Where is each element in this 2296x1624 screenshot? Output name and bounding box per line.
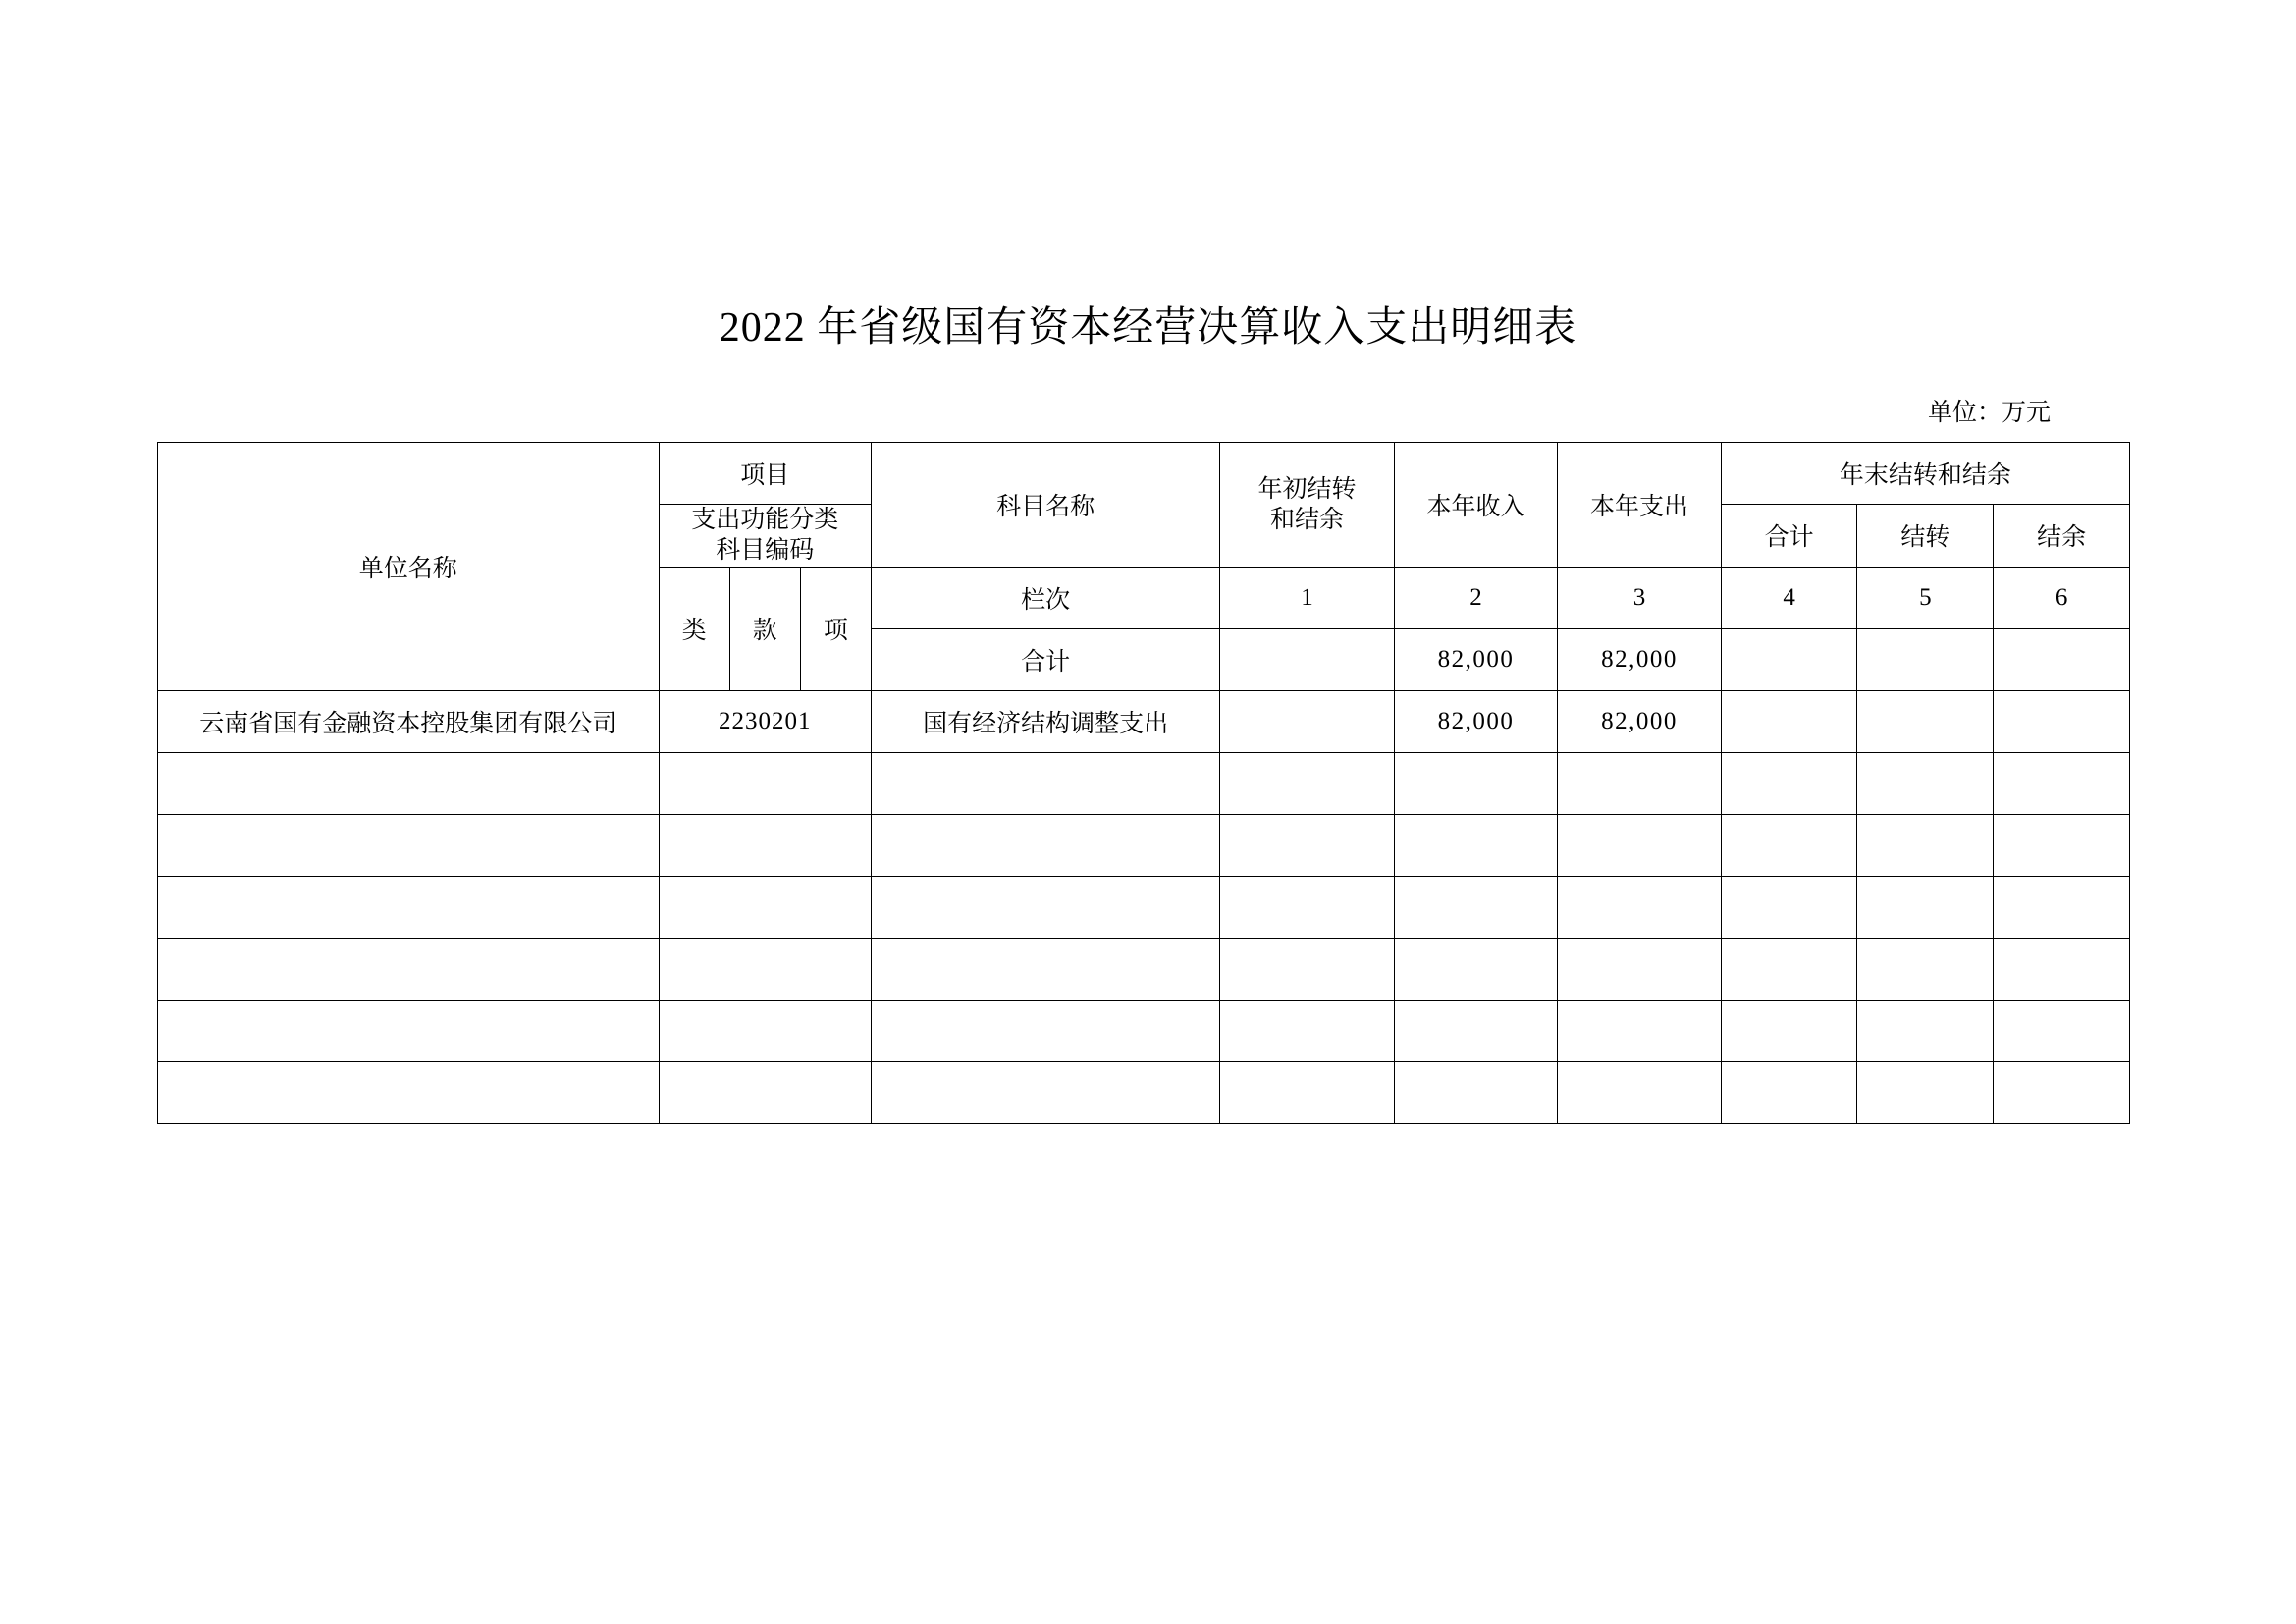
total-row-subject-name: 合计 (872, 628, 1220, 690)
column-number-2: 2 (1394, 567, 1557, 628)
table-header-row-1 (158, 443, 2130, 505)
total-row-year-income: 82,000 (1394, 628, 1557, 690)
header-end-balance: 结余 (1994, 505, 2130, 568)
header-end-total: 合计 (1721, 505, 1857, 568)
row-year-expense (1558, 938, 1721, 1000)
header-expenditure-function-code: 支出功能分类 科目编码 (659, 505, 871, 568)
row-end-balance (1994, 752, 2130, 814)
header-project: 项目 (659, 443, 871, 505)
row-end-carryover (1857, 1000, 1994, 1061)
row-subject-name (872, 814, 1220, 876)
row-end-balance (1994, 1061, 2130, 1123)
row-end-balance (1994, 876, 2130, 938)
row-code (659, 938, 871, 1000)
header-subject-name: 科目名称 (872, 443, 1220, 568)
row-year-expense (1558, 752, 1721, 814)
row-begin-carryover (1220, 1061, 1395, 1123)
row-unit-name (158, 1000, 660, 1061)
table-row (158, 876, 2130, 938)
header-section: 款 (729, 567, 800, 690)
column-number-6: 6 (1994, 567, 2130, 628)
header-unit-name: 单位名称 (158, 443, 660, 691)
header-class: 类 (659, 567, 729, 690)
row-end-total (1721, 752, 1857, 814)
row-subject-name (872, 1061, 1220, 1123)
row-unit-name (158, 752, 660, 814)
row-year-income (1394, 876, 1557, 938)
row-code (659, 876, 871, 938)
table-row (158, 938, 2130, 1000)
unit-note: 单位：万元 (1927, 400, 2051, 426)
row-code (659, 752, 871, 814)
row-end-total (1721, 876, 1857, 938)
row-begin-carryover (1220, 938, 1395, 1000)
header-end-carryover: 结转 (1857, 505, 1994, 568)
header-item: 项 (800, 567, 871, 690)
table-row (158, 814, 2130, 876)
budget-table (157, 442, 2130, 1124)
row-end-total (1721, 1000, 1857, 1061)
row-year-expense (1558, 1061, 1721, 1123)
row-unit-name (158, 1061, 660, 1123)
row-unit-name (158, 876, 660, 938)
row-end-carryover (1857, 876, 1994, 938)
row-year-income (1394, 752, 1557, 814)
row-begin-carryover (1220, 752, 1395, 814)
row-end-carryover (1857, 690, 1994, 752)
row-subject-name (872, 1000, 1220, 1061)
total-row-end-balance (1994, 628, 2130, 690)
row-year-income (1394, 1061, 1557, 1123)
row-year-income (1394, 814, 1557, 876)
row-end-balance (1994, 814, 2130, 876)
column-number-5: 5 (1857, 567, 1994, 628)
row-end-carryover (1857, 938, 1994, 1000)
header-column-index-label: 栏次 (872, 567, 1220, 628)
row-end-carryover (1857, 752, 1994, 814)
row-year-income (1394, 938, 1557, 1000)
row-code (659, 1061, 871, 1123)
row-begin-carryover (1220, 876, 1395, 938)
row-end-total (1721, 938, 1857, 1000)
column-number-1: 1 (1220, 567, 1395, 628)
row-year-expense (1558, 876, 1721, 938)
row-year-expense: 82,000 (1558, 690, 1721, 752)
header-year-income: 本年收入 (1394, 443, 1557, 568)
row-unit-name: 云南省国有金融资本控股集团有限公司 (158, 690, 660, 752)
header-year-expense: 本年支出 (1558, 443, 1721, 568)
row-end-balance (1994, 690, 2130, 752)
header-end-carryover-group: 年末结转和结余 (1721, 443, 2129, 505)
row-code (659, 814, 871, 876)
row-code: 2230201 (659, 690, 871, 752)
row-subject-name: 国有经济结构调整支出 (872, 690, 1220, 752)
row-end-total (1721, 690, 1857, 752)
column-number-3: 3 (1558, 567, 1721, 628)
table-row (158, 690, 2130, 752)
row-subject-name (872, 752, 1220, 814)
row-subject-name (872, 876, 1220, 938)
header-begin-carryover: 年初结转 和结余 (1220, 443, 1395, 568)
row-code (659, 1000, 871, 1061)
row-year-expense (1558, 1000, 1721, 1061)
total-row-end-carryover (1857, 628, 1994, 690)
row-end-total (1721, 1061, 1857, 1123)
row-unit-name (158, 814, 660, 876)
row-end-carryover (1857, 814, 1994, 876)
row-year-expense (1558, 814, 1721, 876)
table-row (158, 1061, 2130, 1123)
row-year-income: 82,000 (1394, 690, 1557, 752)
row-begin-carryover (1220, 690, 1395, 752)
row-end-balance (1994, 1000, 2130, 1061)
total-row-begin-carryover (1220, 628, 1395, 690)
row-end-balance (1994, 938, 2130, 1000)
table-row (158, 752, 2130, 814)
total-row-year-expense: 82,000 (1558, 628, 1721, 690)
row-unit-name (158, 938, 660, 1000)
row-end-total (1721, 814, 1857, 876)
table-row (158, 1000, 2130, 1061)
row-subject-name (872, 938, 1220, 1000)
row-year-income (1394, 1000, 1557, 1061)
total-row-end-total (1721, 628, 1857, 690)
row-begin-carryover (1220, 1000, 1395, 1061)
page-title: 2022 年省级国有资本经营决算收入支出明细表 (719, 305, 1577, 351)
column-number-4: 4 (1721, 567, 1857, 628)
row-begin-carryover (1220, 814, 1395, 876)
row-end-carryover (1857, 1061, 1994, 1123)
